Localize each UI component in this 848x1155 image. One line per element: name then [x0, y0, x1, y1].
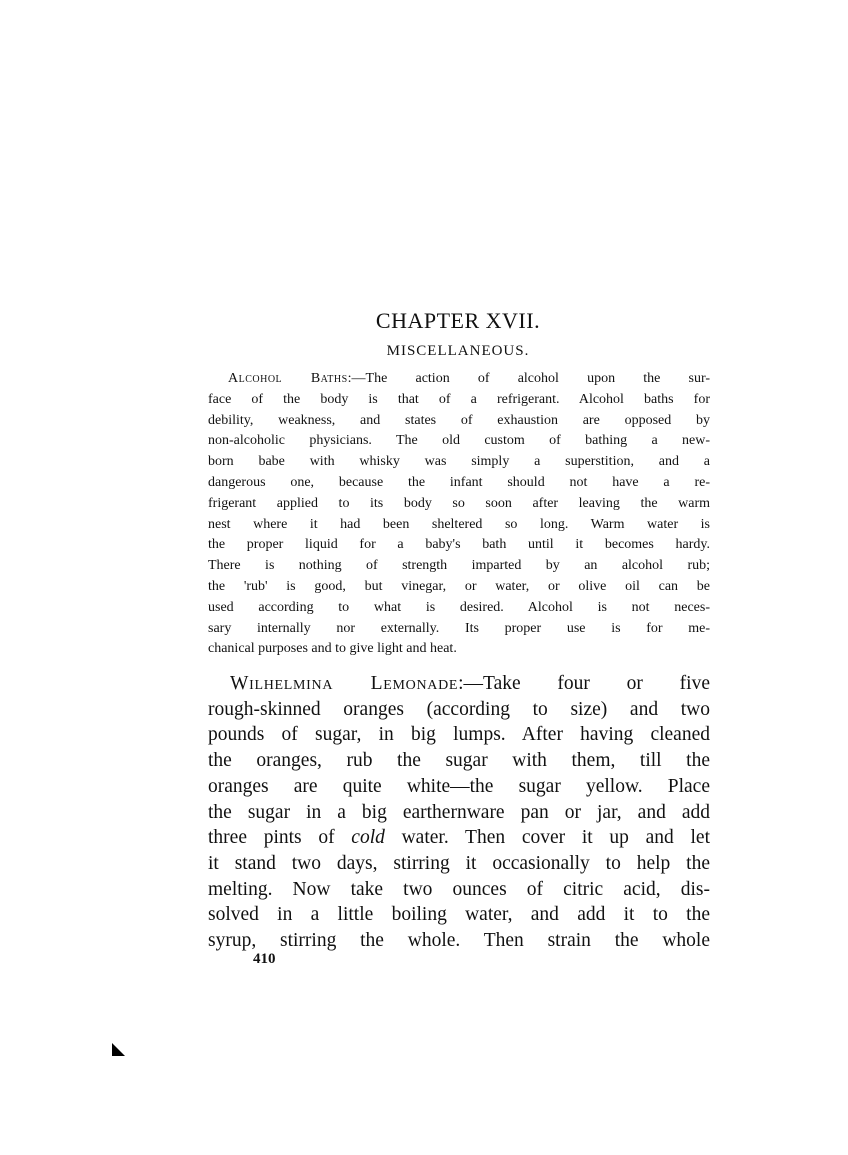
alcohol-baths-paragraph: [208, 369, 710, 660]
wilhelmina-lemonade-paragraph: [208, 671, 710, 954]
paragraph-line: the 'rub' is good, but vinegar, or water, or olive oil can be: [208, 578, 710, 594]
paragraph-line: it stand two days, stirring it occasionally to help the: [208, 852, 710, 874]
chapter-title: CHAPTER XVII.: [375, 308, 541, 333]
paragraph-line: face of the body is that of a refrigerant. Alcohol baths for: [208, 391, 710, 407]
paragraph-line: solved in a little boiling water, and add it to the: [208, 904, 710, 926]
paragraph-line: chanical purposes and to give light and heat.: [208, 641, 457, 657]
paragraph-line: rough-skinned oranges (according to size) and two: [208, 698, 710, 720]
paragraph-line: Wilhelmina Lemonade:—Take four or five: [230, 673, 711, 694]
paragraph-line: nest where it had been sheltered so long. Warm water is: [208, 516, 710, 532]
paragraph-line: the sugar in a big earthernware pan or jar, and add: [208, 801, 710, 823]
paragraph-line: dangerous one, because the infant should not have a re-: [208, 474, 710, 490]
paragraph-line: three pints of cold water. Then cover it up and let: [208, 827, 710, 849]
paragraph-line: the oranges, rub the sugar with them, till the: [208, 750, 710, 772]
emphasis-cold: cold: [351, 827, 385, 849]
page-number: 410: [253, 951, 276, 967]
paragraph-line: melting. Now take two ounces of citric acid, dis-: [208, 878, 710, 900]
paragraph-line: used according to what is desired. Alcohol is not neces-: [208, 599, 710, 615]
paragraph-line: born babe with whisky was simply a superstition, and a: [208, 454, 710, 470]
paragraph-line: pounds of sugar, in big lumps. After having cleaned: [208, 724, 710, 746]
paragraph-line: frigerant applied to its body so soon after leaving the warm: [208, 495, 710, 511]
paragraph-line: There is nothing of strength imparted by an alcohol rub;: [208, 558, 710, 574]
paragraph-line: Alcohol Baths:—The action of alcohol upon the sur-: [228, 371, 710, 386]
alcohol-baths-heading: Alcohol Baths: [228, 371, 348, 386]
corner-triangle-icon: [112, 1043, 125, 1056]
paragraph-line: sary internally nor externally. Its proper use is for me-: [208, 620, 710, 636]
paragraph-line: syrup, stirring the whole. Then strain the whole: [208, 930, 710, 952]
paragraph-line: debility, weakness, and states of exhaustion are opposed by: [208, 412, 710, 428]
wilhelmina-lemonade-heading: Wilhelmina Lemonade: [230, 673, 459, 694]
paragraph-line: non-alcoholic physicians. The old custom of bathing a new-: [208, 433, 710, 449]
chapter-subtitle: MISCELLANEOUS.: [386, 343, 530, 359]
paragraph-line: oranges are quite white—the sugar yellow. Place: [208, 775, 710, 797]
paragraph-line: the proper liquid for a baby's bath until it becomes hardy.: [208, 537, 710, 553]
